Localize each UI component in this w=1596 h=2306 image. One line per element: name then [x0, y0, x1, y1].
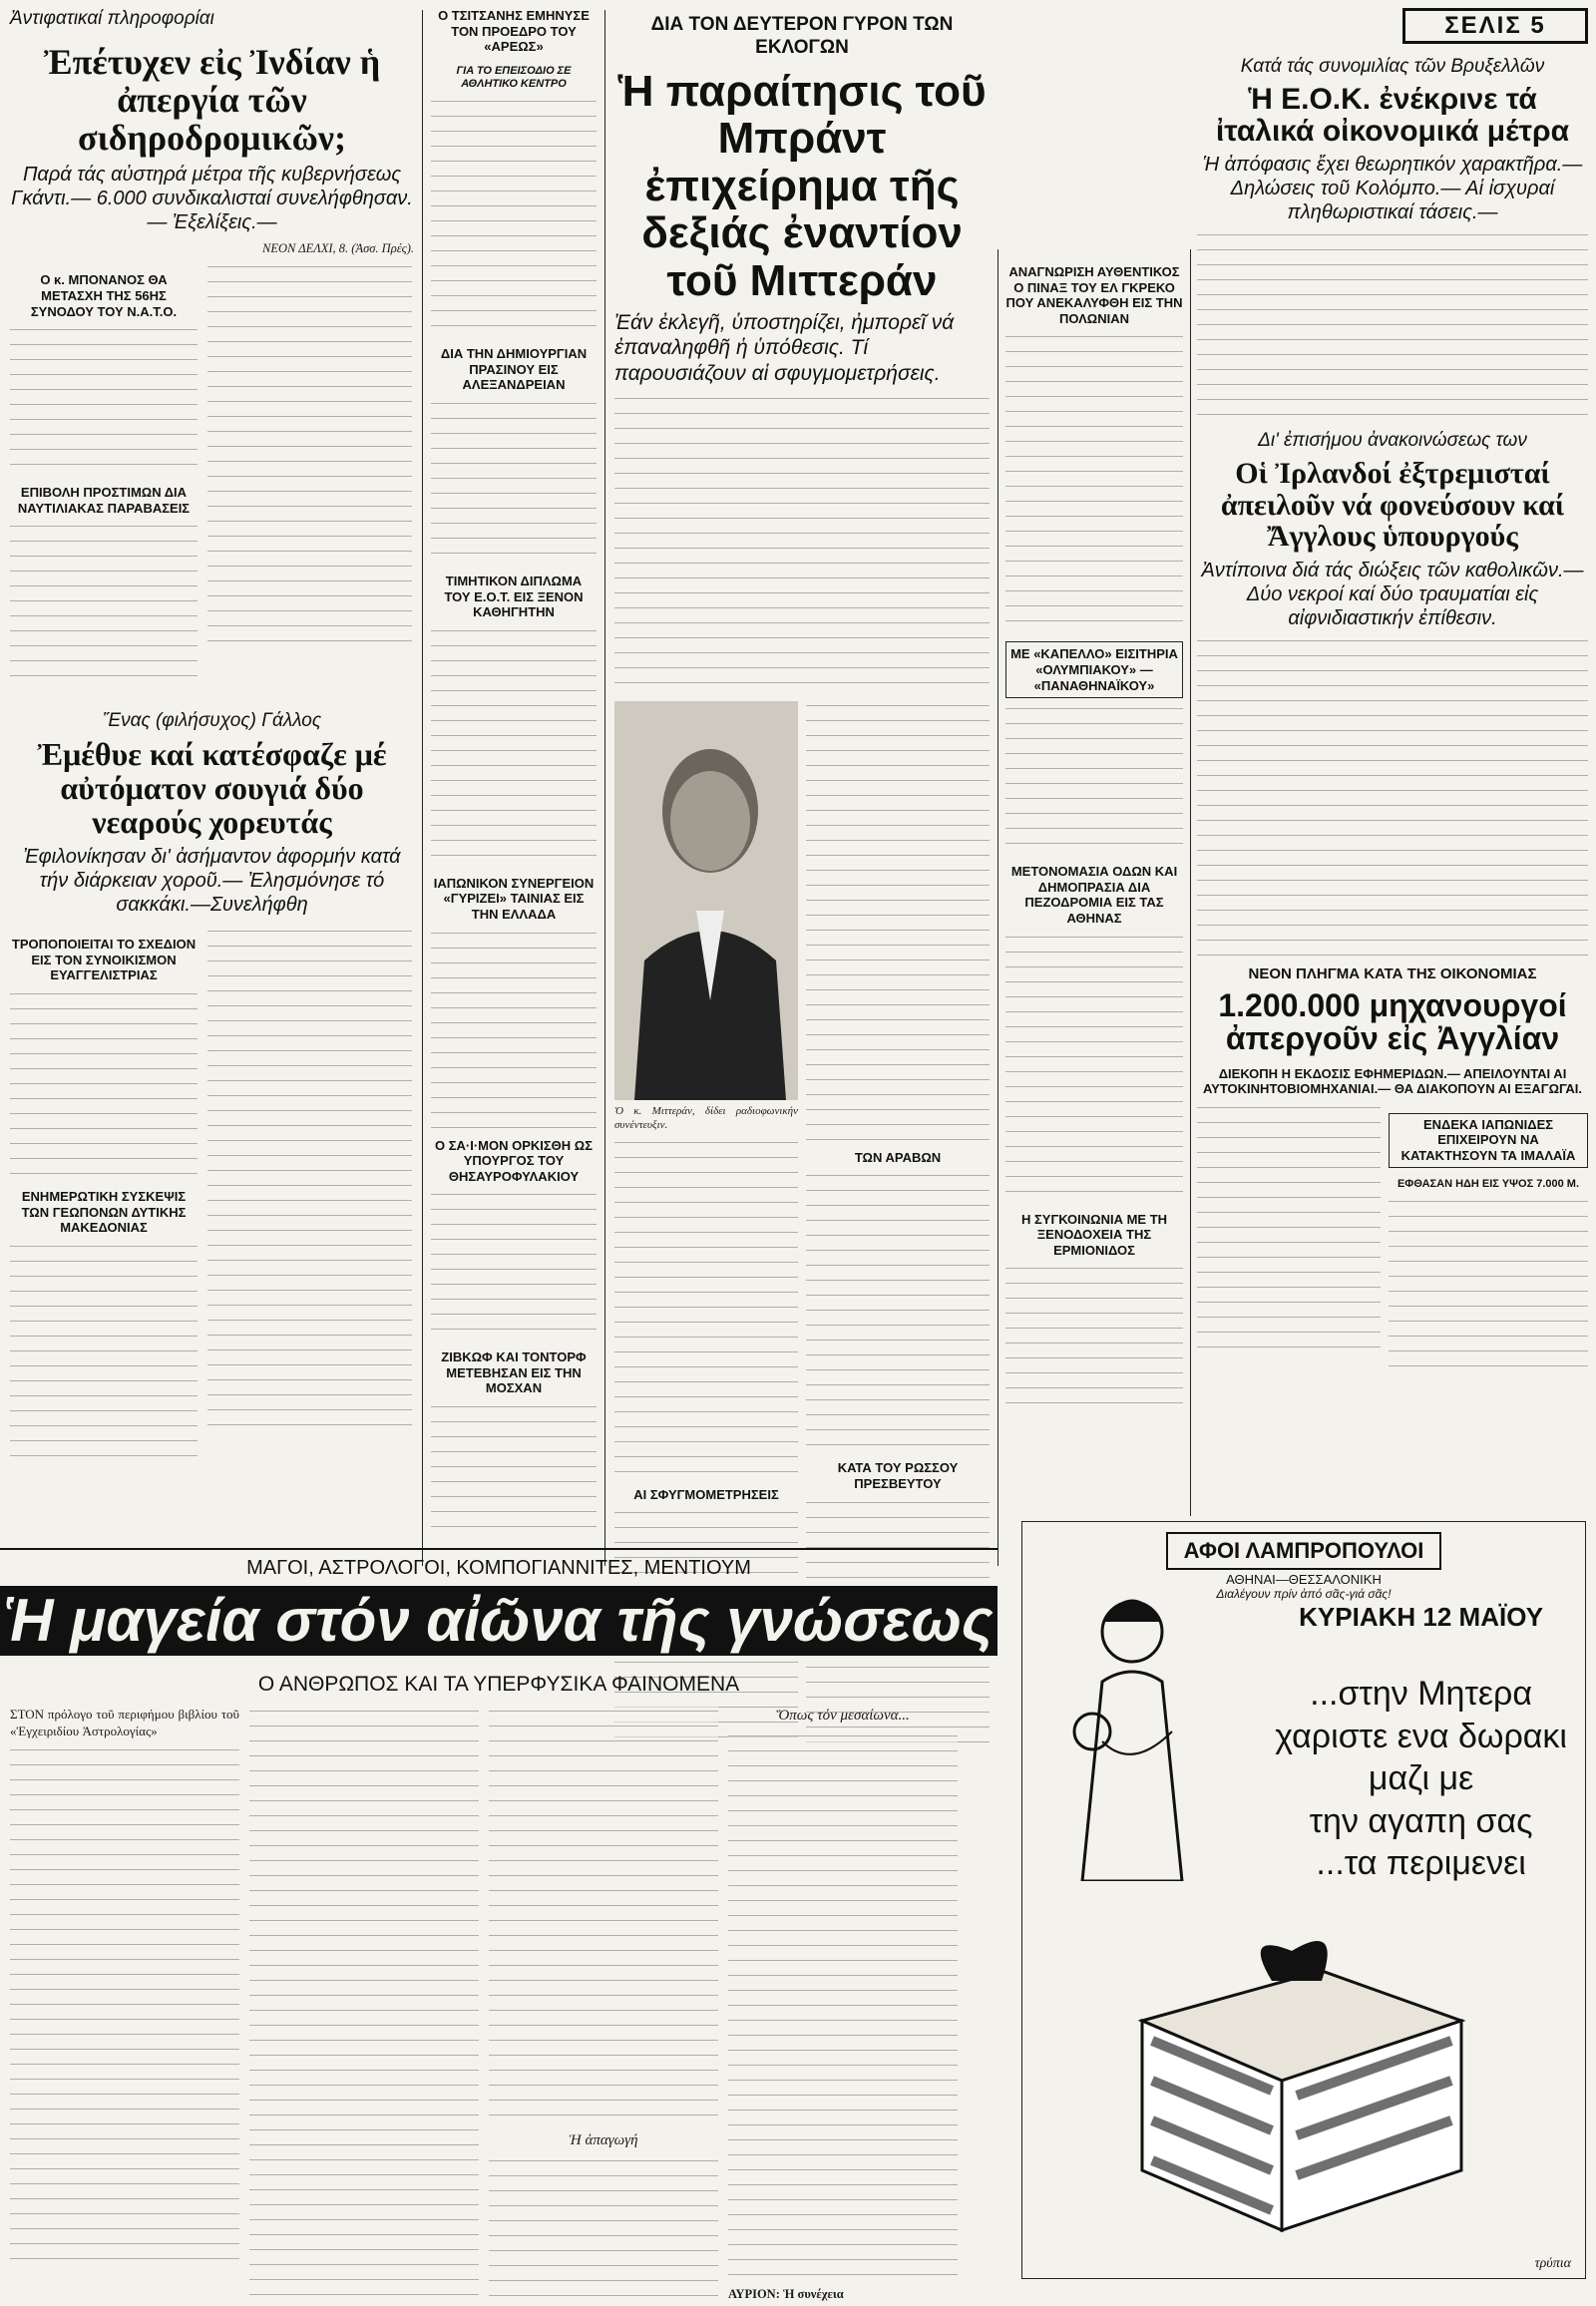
section-heading: ΓΙΑ ΤΟ ΕΠΕΙΣΟΔΙΟ ΣΕ ΑΘΛΗΤΙΚΟ ΚΕΝΤΡΟ — [456, 64, 572, 90]
section-heading: ΕΝΗΜΕΡΩΤΙΚΗ ΣΥΣΚΕΨΙΣ ΤΩΝ ΓΕΩΠΟΝΩΝ ΔΥΤΙΚΗΣ ΜΑΚΕΔΟΝΙΑΣ — [21, 1188, 187, 1236]
ad-brand: ΑΦΟΙ ΛΑΜΠΡΟΠΟΥΛΟΙ — [1166, 1532, 1442, 1570]
subhead: ΔΙΕΚΟΠΗ Η ΕΚΔΟΣΙΣ ΕΦΗΜΕΡΙΔΩΝ.— ΑΠΕΙΛΟΥΝΤΑΙ ΑΙ ΑΥΤΟΚΙΝΗΤΟΒΙΟΜΗΧΑΝΙΑΙ.— ΘΑ ΔΙΑΚΟΠΟΥΝ ΑΙ ΕΞΑΓΩΓΑΙ. — [1202, 1065, 1583, 1097]
headline-eec: Ἡ Ε.Ο.Κ. ἐνέκρινε τά ἰταλικά οἰκονομικά μέτρα — [1215, 83, 1570, 148]
ad-line-2: χαριστε ενα δωρακι — [1275, 1717, 1567, 1755]
kicker: Κατά τάς συνομιλίας τῶν Βρυξελλῶν — [1240, 56, 1545, 77]
column-4 — [1197, 56, 1588, 1366]
ad-cities: ΑΘΗΝΑΙ—ΘΕΣΣΑΛΟΝΙΚΗ — [1226, 1572, 1382, 1587]
portrait-icon — [614, 701, 798, 1100]
article-text — [1197, 230, 1588, 420]
section-heading: ΚΑΤΑ ΤΟΥ ΡΩΣΣΟΥ ΠΡΕΣΒΕΥΤΟΥ — [837, 1460, 959, 1491]
section-heading: ΤΡΟΠΟΠΟΙΕΙΤΑΙ ΤΟ ΣΧΕΔΙΟΝ ΕΙΣ ΤΟΝ ΣΥΝΟΙΚΙΣΜΟΝ ΕΥΑΓΓΕΛΙΣΤΡΙΑΣ — [11, 937, 197, 983]
section-heading: ΜΕΤΟΝΟΜΑΣΙΑ ΟΔΩΝ ΚΑΙ ΔΗΜΟΠΡΑΣΙΑ ΔΙΑ ΠΕΖΟΔΡΟΜΙΑ ΕΙΣ ΤΑΣ ΑΘΗΝΑΣ — [1010, 864, 1178, 926]
article-text — [431, 97, 597, 336]
column-3 — [614, 0, 990, 1747]
section-heading: ΜΕ «ΚΑΠΕΛΛΟ» ΕΙΣΙΤΗΡΙΑ «ΟΛΥΜΠΙΑΚΟΥ» — «ΠΑΝΑΘΗΝΑΪΚΟΥ» — [1005, 641, 1183, 698]
ad-date: ΚΥΡΙΑΚΗ 12 ΜΑΪΟΥ — [1299, 1602, 1544, 1632]
article-text — [728, 1731, 958, 2280]
article-text — [10, 1242, 198, 1461]
column-rule — [1190, 249, 1191, 1516]
section-heading: ΖΙΒΚΩΦ ΚΑΙ ΤΟΝΤΟΡΦ ΜΕΤΕΒΗΣΑΝ ΕΙΣ ΤΗΝ ΜΟΣΧΑΝ — [441, 1349, 587, 1396]
article-text — [806, 701, 990, 1140]
ad-text-block — [1275, 1602, 1567, 1885]
byline: ΣΤΟΝ πρόλογο τοῦ περιφήμου βιβλίου τοῦ «Ἐγχειριδίου Ἀστρολογίας» — [10, 1707, 239, 1738]
article-text — [1197, 1103, 1381, 1352]
article-text — [1005, 332, 1183, 631]
subhead: Ἐάν ἐκλεγῆ, ὑποστηρίζει, ἠμπορεῖ νά ἐπαναληφθῆ ἡ ὑπόθεσις. Τί παρουσιάζουν αἱ σφυγμομετρήσεις. — [614, 311, 955, 385]
section-heading: ΕΝΔΕΚΑ ΙΑΠΩΝΙΔΕΣ ΕΠΙΧΕΙΡΟΥΝ ΝΑ ΚΑΤΑΚΤΗΣΟΥΝ ΤΑ ΙΜΑΛΑΪΑ — [1389, 1113, 1588, 1168]
article-text — [431, 1402, 597, 1532]
ad-line-4: την αγαπη σας — [1309, 1801, 1533, 1840]
article-text — [1389, 1197, 1588, 1366]
continued-note: ΑΥΡΙΟΝ: Ἡ συνέχεια — [728, 2287, 844, 2302]
headline-frenchman: Ἐμέθυε καί κατέσφαζε μέ αὐτόματον σουγιά δύο νεαρούς χορευτάς — [37, 736, 387, 840]
article-text — [207, 927, 412, 1425]
article-text — [10, 1745, 239, 2264]
article-text — [431, 626, 597, 866]
article-text — [1005, 704, 1183, 854]
article-text — [614, 1138, 798, 1477]
ad-tagline: Διαλέγουν πρίν ἀπό σᾶς-γιά σᾶς! — [1216, 1587, 1392, 1601]
column-rule — [422, 10, 423, 1566]
subhead: Ἀντίποινα διά τάς διώξεις τῶν καθολικῶν.— Δύο νεκροί καί δύο τραυματίαι εἰς αἰφνιδιαστικήν ἐπίθεσιν. — [1201, 559, 1584, 629]
section-heading: Ὅπως τόν μεσαίωνα... — [776, 1708, 910, 1725]
kicker: Δι' ἐπισήμου ἀνακοινώσεως των — [1258, 430, 1527, 451]
headline-strike-england: 1.200.000 μηχανουργοί ἀπεργοῦν εἰς Ἀγγλίαν — [1218, 986, 1567, 1057]
ad-line-5: ...τα περιμενει — [1316, 1844, 1526, 1882]
headline-ireland: Οἱ Ἰρλανδοί ἐξτρεμισταί ἀπειλοῦν νά φονεύσουν καί Ἄγγλους ὑπουργούς — [1220, 457, 1565, 553]
article-text — [249, 1707, 479, 2305]
subhead: Ο ΑΝΘΡΩΠΟΣ ΚΑΙ ΤΑ ΥΠΕΡΦΥΣΙΚΑ ΦΑΙΝΟΜΕΝΑ — [257, 1673, 740, 1696]
headline-brandt: Ἡ παραίτησις τοῦ Μπράντ ἐπιχείρημα τῆς δεξιάς ἐναντίον τοῦ Μιττεράν — [617, 66, 987, 305]
article-text — [1197, 636, 1588, 956]
kicker: ΝΕΟΝ ΠΛΗΓΜΑ ΚΑΤΑ ΤΗΣ ΟΙΚΟΝΟΜΙΑΣ — [1248, 964, 1537, 982]
dateline: ΝΕΟΝ ΔΕΛΧΙ, 8. (Ἀσσ. Πρές). — [262, 241, 414, 256]
page-number-badge: ΣΕΛΙΣ 5 — [1402, 8, 1588, 44]
section-heading: Η ΣΥΓΚΟΙΝΩΝΙΑ ΜΕ ΤΗ ΞΕΝΟΔΟΧΕΙΑ ΤΗΣ ΕΡΜΙΟΝΙΔΟΣ — [1020, 1211, 1168, 1258]
section-heading: ΔΙΑ ΤΗΝ ΔΗΜΙΟΥΡΓΙΑΝ ΠΡΑΣΙΝΟΥ ΕΙΣ ΑΛΕΞΑΝΔΡΕΙΑΝ — [440, 346, 588, 393]
headline-india-strike: Ἐπέτυχεν εἰς Ἰνδίαν ἡ ἀπεργία τῶν σιδηροδρομικῶν; — [43, 42, 381, 158]
feature-banner: Ἡ μαγεία στόν αἰῶνα τῆς γνώσεως — [0, 1586, 998, 1656]
column-rule — [604, 10, 605, 1566]
kicker: ΔΙΑ ΤΟΝ ΔΕΥΤΕΡΟΝ ΓΥΡΟΝ ΤΩΝ ΕΚΛΟΓΩΝ — [650, 14, 954, 58]
article-text — [431, 1190, 597, 1340]
section-heading: ΑΝΑΓΝΩΡΙΣΗ ΑΥΘΕΝΤΙΚΟΣ Ο ΠΙΝΑΞ ΤΟΥ ΕΛ ΓΚΡΕΚΟ ΠΟΥ ΑΝΕΚΑΛΥΦΘΗ ΕΙΣ ΤΗΝ ΠΟΛΩΝΙΑΝ — [1005, 264, 1183, 326]
section-heading: ΙΑΠΩΝΙΚΟΝ ΣΥΝΕΡΓΕΙΟΝ «ΓΥΡΙΖΕΙ» ΤΑΙΝΙΑΣ ΕΙΣ ΤΗΝ ΕΛΛΑΔΑ — [433, 875, 595, 922]
section-heading: ΤΩΝ ΑΡΑΒΩΝ — [854, 1149, 942, 1165]
article-text — [207, 262, 412, 641]
section-heading: Ο ΣΑ·Ι·ΜΟΝ ΟΡΚΙΣΘΗ ΩΣ ΥΠΟΥΡΓΟΣ ΤΟΥ ΘΗΣΑΥΡΟΦΥΛΑΚΙΟΥ — [434, 1137, 594, 1184]
section-rule — [0, 1548, 998, 1550]
section-heading: ΤΙΜΗΤΙΚΟΝ ΔΙΠΛΩΜΑ ΤΟΥ Ε.Ο.Τ. ΕΙΣ ΞΕΝΟΝ ΚΑΘΗΓΗΤΗΝ — [444, 573, 584, 620]
photo-mitterrand — [614, 701, 798, 1100]
article-text — [489, 1707, 718, 2125]
photo-caption: Ὁ κ. Μιττεράν, δίδει ραδιοφωνικήν συνέντευξιν. — [614, 1104, 798, 1131]
section-subheading: ΕΦΘΑΣΑΝ ΗΔΗ ΕΙΣ ΥΨΟΣ 7.000 Μ. — [1396, 1177, 1580, 1190]
article-text — [10, 989, 198, 1179]
column-2 — [431, 0, 597, 1532]
article-text — [431, 929, 597, 1128]
feature-magic — [0, 1554, 998, 1582]
gift-box-icon — [1122, 1911, 1481, 2240]
section-heading: Ἡ ἀπαγωγή — [569, 2132, 638, 2149]
illustrator-signature: τρύπια — [1534, 2256, 1571, 2271]
article-text — [10, 325, 198, 475]
section-heading: ΑΙ ΣΦΥΓΜΟΜΕΤΡΗΣΕΙΣ — [633, 1486, 779, 1502]
subhead: Ἡ ἀπόφασις ἔχει θεωρητικόν χαρακτῆρα.— Δηλώσεις τοῦ Κολόμπο.— Αἱ ἰσχυραί πληθωριστικαί τάσεις.— — [1202, 154, 1583, 223]
ad-line-3: μαζι με — [1368, 1759, 1474, 1797]
kicker: Ἀντιφατικαί πληροφορίαι — [10, 8, 214, 29]
section-heading: ΕΠΙΒΟΛΗ ΠΡΟΣΤΙΜΩΝ ΔΙΑ ΝΑΥΤΙΛΙΑΚΑΣ ΠΑΡΑΒΑΣΕΙΣ — [17, 485, 191, 516]
mother-child-illustration-icon — [1042, 1582, 1222, 1881]
kicker: ΜΑΓΟΙ, ΑΣΤΡΟΛΟΓΟΙ, ΚΟΜΠΟΓΙΑΝΝΙΤΕΣ, ΜΕΝΤΙΟΥΜ — [246, 1557, 751, 1579]
ad-line-1: ...στην Μητερα — [1310, 1675, 1533, 1713]
subhead: Παρά τάς αὐστηρά μέτρα τῆς κυβερνήσεως Γκάντι.— 6.000 συνδικαλισταί συνελήφθησαν.— Ἐξελίξεις.— — [11, 164, 413, 234]
kicker: Ἕνας (φιλήσυχος) Γάλλος — [102, 710, 322, 732]
article-text — [431, 399, 597, 564]
article-text — [806, 1171, 990, 1450]
article-text — [10, 522, 198, 686]
column-1 — [10, 0, 414, 1461]
feature-body — [0, 1662, 998, 2306]
column-3b — [1005, 254, 1183, 1413]
section-heading: Ο κ. ΜΠΟΝΑΝΟΣ ΘΑ ΜΕΤΑΣΧΗ ΤΗΣ 56ΗΣ ΣΥΝΟΔΟΥ ΤΟΥ Ν.Α.Τ.Ο. — [30, 272, 178, 319]
article-text — [489, 2156, 718, 2306]
article-text — [1005, 1264, 1183, 1413]
advertisement — [1021, 1521, 1586, 2279]
subhead: Ἐφιλονίκησαν δι' ἀσήμαντον ἀφορμήν κατά τήν διάρκειαν χοροῦ.— Ἐλησμόνησε τό σακκάκι.—Συνελήφθη — [23, 846, 401, 917]
section-heading: Ο ΤΣΙΤΣΑΝΗΣ ΕΜΗΝΥΣΕ ΤΟΝ ΠΡΟΕΔΡΟ ΤΟΥ «ΑΡΕΩΣ» — [438, 8, 590, 55]
article-text — [614, 394, 990, 693]
article-text — [1005, 933, 1183, 1202]
